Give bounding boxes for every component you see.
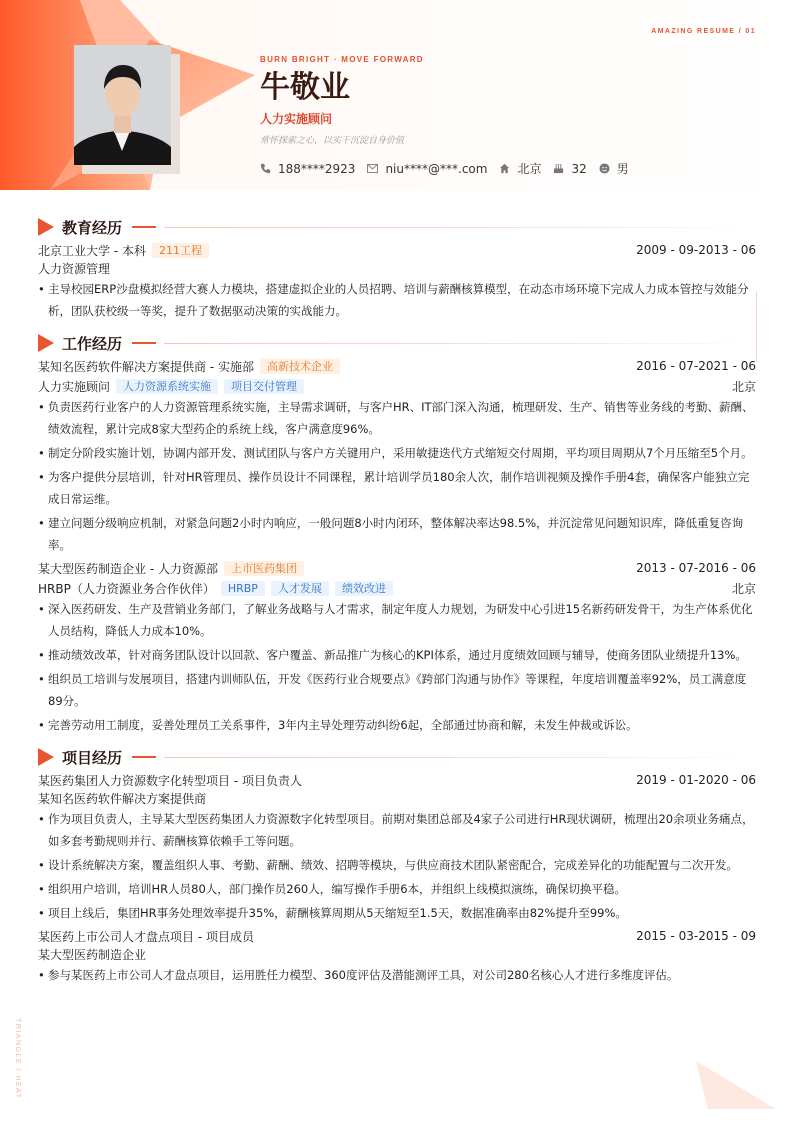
project-name: 某医药上市公司人才盘点项目 - 项目成员 [38, 929, 254, 944]
work-section [38, 330, 756, 736]
skill-tag: 人力资源系统实施 [116, 379, 218, 394]
section-dash [132, 756, 156, 758]
school-name: 北京工业大学 - 本科 [38, 243, 146, 258]
triangle-icon [38, 334, 54, 352]
list-item: • 组织用户培训，培训HR人员80人，部门操作员260人，编写操作手册6本，并组织上线模拟演练，确保切换平稳。 [38, 878, 756, 900]
list-item: • 制定分阶段实施计划，协调内部开发、测试团队与客户方关键用户，采用敏捷迭代方式缩短交付周期，平均项目周期从7个月压缩至5个月。 [38, 442, 756, 464]
list-item: • 推动绩效改革，针对商务团队设计以回款、客户覆盖、新品推广为核心的KPI体系，通过月度绩效回顾与辅导，使商务团队业绩提升13%。 [38, 644, 756, 666]
section-dash [132, 342, 156, 344]
project-period: 2015 - 03-2015 - 09 [636, 929, 756, 943]
list-item: • 组织员工培训与发展项目，搭建内训师队伍，开发《医药行业合规要点》《跨部门沟通与协作》等课程，年度培训覆盖率92%，员工满意度89分。 [38, 668, 756, 712]
contact-phone [260, 162, 355, 176]
work-bullets [38, 396, 756, 556]
person-icon [599, 163, 610, 174]
contact-bar [260, 160, 720, 177]
city-text: 北京 [517, 162, 542, 176]
project-entry [38, 770, 756, 924]
section-header [38, 214, 756, 240]
section-header [38, 744, 756, 770]
list-item: • 作为项目负责人，主导某大型医药集团人力资源数字化转型项目。前期对集团总部及4家子公司进行HR现状调研，梳理出20余项业务痛点，如多套考勤规则并行、薪酬核算依赖手工等问题。 [38, 808, 756, 852]
work-bullets [38, 598, 756, 736]
side-text: TRIANGLE / HEAT [14, 1018, 21, 1100]
contact-gender [599, 160, 629, 177]
work-entry [38, 356, 756, 556]
resume-content [38, 206, 756, 988]
work-entry [38, 558, 756, 736]
contact-city [499, 160, 541, 177]
skill-tag: HRBP [221, 581, 265, 596]
skill-tag: 人才发展 [271, 581, 329, 596]
education-major: 人力资源管理 [38, 262, 111, 276]
school-badge: 211工程 [152, 243, 209, 258]
side-divider [756, 292, 757, 362]
work-entry-header [38, 356, 756, 376]
work-role-row [38, 376, 756, 396]
triangle-icon [38, 748, 54, 766]
mail-icon [367, 164, 378, 173]
role-name: HRBP（人力资源业务合作伙伴） [38, 581, 215, 596]
project-period: 2019 - 01-2020 - 06 [636, 773, 756, 787]
list-item: • 参与某医药上市公司人才盘点项目，运用胜任力模型、360度评估及潜能测评工具，对公司280名核心人才进行多维度评估。 [38, 964, 756, 986]
project-bullets [38, 964, 756, 986]
gender-text: 男 [616, 162, 629, 176]
phone-text: 188****2923 [278, 161, 356, 176]
section-title: 项目经历 [62, 748, 123, 767]
profile-photo [74, 45, 171, 165]
section-title: 教育经历 [62, 218, 123, 237]
work-entry-header [38, 558, 756, 578]
email-text: niu****@***.com [385, 161, 488, 176]
project-bullets [38, 808, 756, 924]
section-header [38, 330, 756, 356]
list-item: • 建立问题分级响应机制，对紧急问题2小时内响应，一般问题8小时内闭环，整体解决率达98.5%，并沉淀常见问题知识库，降低重复咨询率。 [38, 512, 756, 556]
contact-email [367, 162, 487, 176]
company-badge: 高新技术企业 [260, 359, 340, 374]
cake-icon [553, 163, 564, 174]
project-entry [38, 926, 756, 986]
work-location: 北京 [731, 581, 756, 596]
list-item: • 为客户提供分层培训，针对HR管理员、操作员设计不同课程，累计培训学员180余人次，制作培训视频及操作手册4套，确保客户能独立完成日常运维。 [38, 466, 756, 510]
company-name: 某大型医药制造企业 - 人力资源部 [38, 561, 218, 576]
company-name: 某知名医药软件解决方案提供商 - 实施部 [38, 359, 254, 374]
corner-triangle-decoration [696, 1061, 776, 1111]
education-bullets [38, 278, 756, 322]
role-name: 人力实施顾问 [38, 379, 111, 394]
section-title: 工作经历 [62, 334, 123, 353]
project-org: 某大型医药制造企业 [38, 948, 147, 962]
candidate-name: 牛敬业 [260, 70, 350, 105]
phone-icon [260, 163, 271, 174]
corner-tag: AMAZING RESUME / 01 [651, 28, 756, 35]
age-text: 32 [571, 161, 587, 176]
project-entry-header [38, 770, 756, 790]
list-item: • 负责医药行业客户的人力资源管理系统实施，主导需求调研，与客户HR、IT部门深入沟通，梳理研发、生产、销售等业务线的考勤、薪酬、绩效流程，累计完成8家大型药企的系统上线，客户满意度96%。 [38, 396, 756, 440]
skill-tag: 项目交付管理 [224, 379, 304, 394]
section-line [164, 227, 756, 228]
education-section [38, 214, 756, 322]
triangle-icon [38, 218, 54, 236]
contact-age [553, 162, 586, 176]
job-title: 人力实施顾问 [260, 112, 333, 126]
project-org: 某知名医药软件解决方案提供商 [38, 792, 207, 806]
motto: 常怀探索之心，以实干沉淀自身价值 [260, 136, 405, 146]
education-period: 2009 - 09-2013 - 06 [636, 243, 756, 257]
work-role-row [38, 578, 756, 598]
work-period: 2013 - 07-2016 - 06 [636, 561, 756, 575]
education-entry-header [38, 240, 756, 260]
list-item: • 项目上线后，集团HR事务处理效率提升35%，薪酬核算周期从5天缩短至1.5天，数据准确率由82%提升至99%。 [38, 902, 756, 924]
section-line [164, 343, 756, 344]
home-icon [499, 163, 510, 174]
section-line [164, 757, 756, 758]
avatar-icon [74, 45, 171, 165]
company-badge: 上市医药集团 [224, 561, 304, 576]
section-dash [132, 226, 156, 228]
skill-tag: 绩效改进 [335, 581, 393, 596]
list-item: • 完善劳动用工制度，妥善处理员工关系事件，3年内主导处理劳动纠纷6起，全部通过协商和解，未发生仲裁或诉讼。 [38, 714, 756, 736]
project-name: 某医药集团人力资源数字化转型项目 - 项目负责人 [38, 773, 302, 788]
header-info [260, 55, 720, 177]
project-entry-header [38, 926, 756, 946]
work-location: 北京 [731, 379, 756, 394]
projects-section [38, 744, 756, 986]
list-item: • 设计系统解决方案，覆盖组织人事、考勤、薪酬、绩效、招聘等模块，与供应商技术团队紧密配合，完成差异化的功能配置与二次开发。 [38, 854, 756, 876]
list-item: • 深入医药研发、生产及营销业务部门，了解业务战略与人才需求，制定年度人力规划，为研发中心引进15名新药研发骨干，为生产体系优化人员结构，降低人力成本10%。 [38, 598, 756, 642]
list-item: • 主导校园ERP沙盘模拟经营大赛人力模块，搭建虚拟企业的人员招聘、培训与薪酬核算模型，在动态市场环境下完成人力成本管控与效能分析，团队获校级一等奖，提升了数据驱动决策的实战能力。 [38, 278, 756, 322]
work-period: 2016 - 07-2021 - 06 [636, 359, 756, 373]
slogan: BURN BRIGHT · MOVE FORWARD [260, 55, 424, 64]
